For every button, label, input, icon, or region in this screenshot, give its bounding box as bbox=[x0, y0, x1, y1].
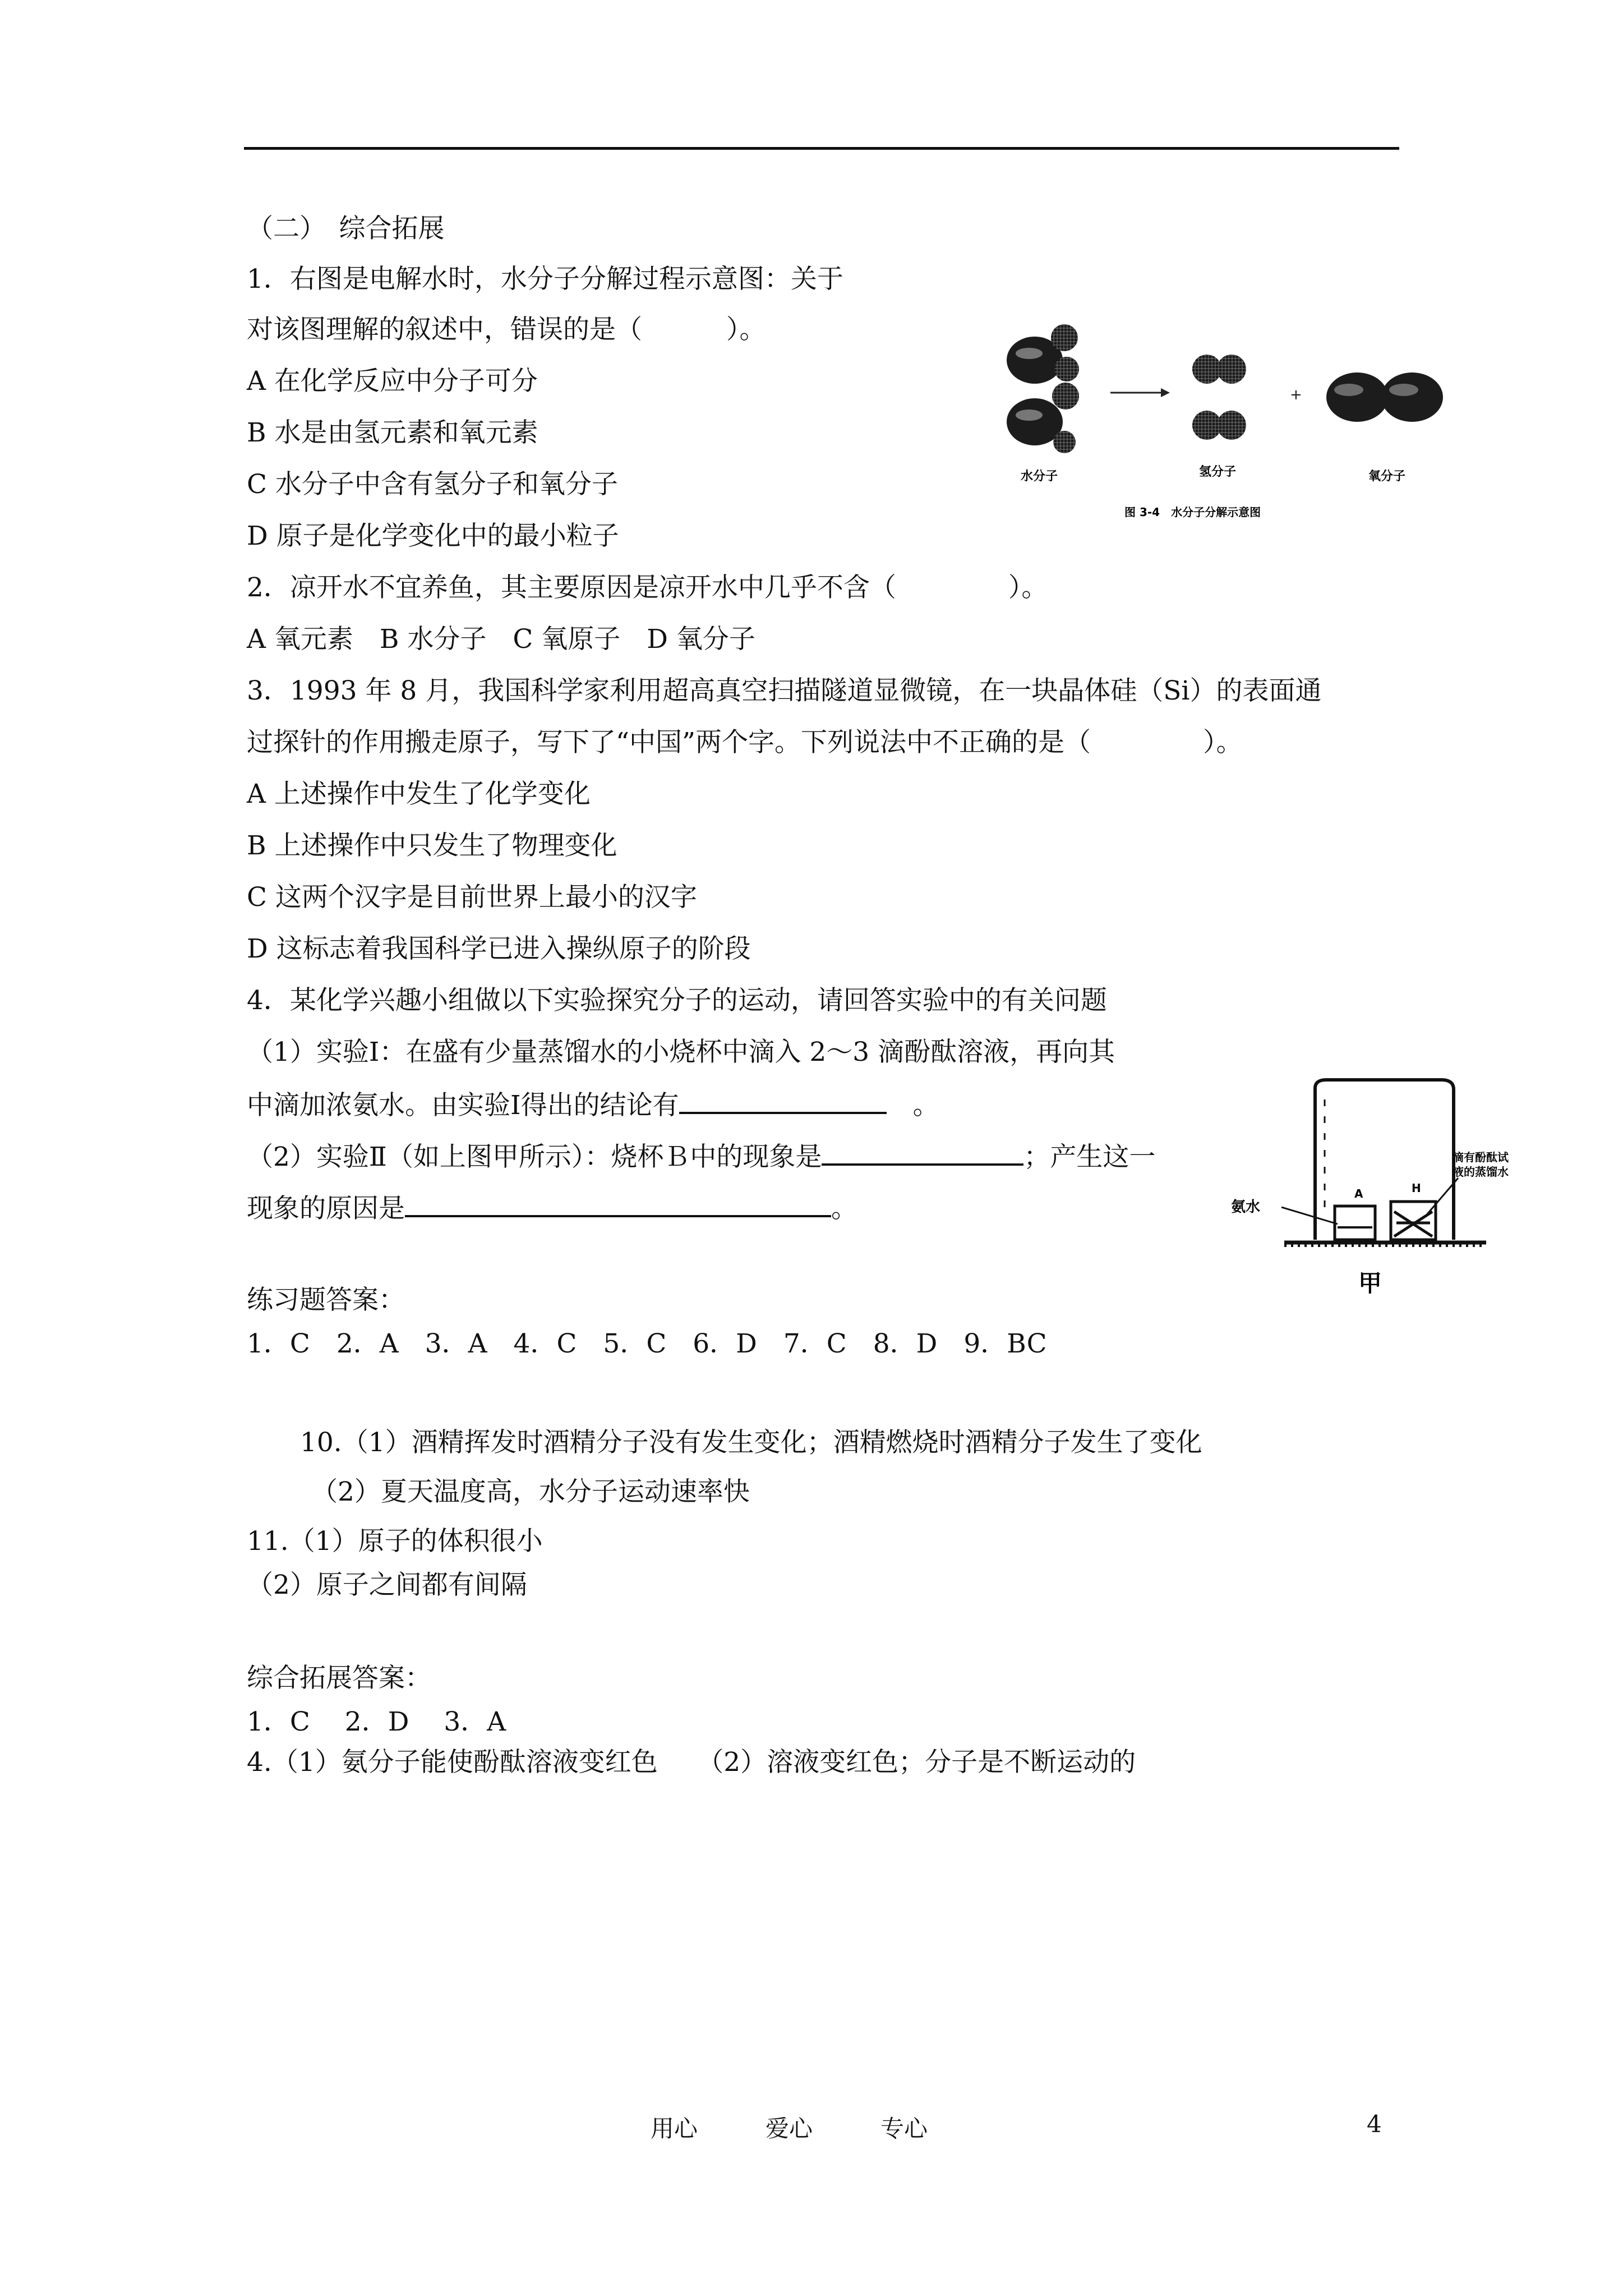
q1-line1: 1．右图是电解水时，水分子分解过程示意图：关于 bbox=[247, 264, 843, 295]
section-title: （二） 综合拓展 bbox=[247, 213, 445, 244]
q1-line2 bbox=[247, 313, 766, 347]
ext-answers-line-1: 1．C 2．D 3．A bbox=[247, 1706, 506, 1737]
water-decomposition-diagram bbox=[998, 320, 1481, 527]
q4-part2-mid: ；产生这一 bbox=[1023, 1142, 1156, 1172]
q4-part2-blank-2 bbox=[405, 1190, 831, 1217]
water-decomposition-figure bbox=[998, 320, 1481, 527]
water-molecule-top bbox=[1007, 324, 1079, 384]
plus-sign: + bbox=[1290, 386, 1302, 403]
ext-answers-line-2: 4.（1）氨分子能使酚酞溶液变红色 （2）溶液变红色；分子是不断运动的 bbox=[247, 1747, 1136, 1778]
q4-part2-line1 bbox=[247, 1139, 1155, 1174]
ammonia-experiment-figure bbox=[1228, 1049, 1509, 1301]
label-phenolphthalein-line2: 液的蒸馏水 bbox=[1453, 1165, 1509, 1179]
figure-caption: 图 3-4 水分子分解示意图 bbox=[1124, 505, 1261, 519]
q4-part1-text: 中滴加浓氨水。由实验Ⅰ得出的结论有 bbox=[247, 1090, 679, 1121]
q4-part2-blank-1 bbox=[822, 1139, 1023, 1166]
hydrogen-molecule-top bbox=[1192, 355, 1246, 384]
label-oxygen-molecule: 氧分子 bbox=[1368, 470, 1406, 484]
oxygen-molecule bbox=[1326, 372, 1443, 422]
header-rule bbox=[244, 147, 1399, 150]
q4-part1-blank bbox=[679, 1087, 887, 1114]
label-phenolphthalein-line1: 滴有酚酞试 bbox=[1453, 1151, 1509, 1164]
q4-part2-line2 bbox=[247, 1190, 857, 1226]
reaction-arrow bbox=[1110, 388, 1170, 397]
footer-motto-1: 用心 bbox=[651, 2115, 698, 2142]
q4-part2-end: 。 bbox=[831, 1193, 857, 1224]
q1-option-b: B 水是由氢元素和氧元素 bbox=[247, 417, 538, 448]
label-water-molecule: 水分子 bbox=[1021, 470, 1058, 484]
page-number: 4 bbox=[1367, 2110, 1382, 2138]
water-molecule-bottom bbox=[1007, 383, 1079, 453]
q3-option-b: B 上述操作中只发生了物理变化 bbox=[247, 830, 617, 861]
leader-ammonia bbox=[1281, 1207, 1338, 1224]
q1-option-c: C 水分子中含有氢分子和氧分子 bbox=[247, 469, 618, 500]
q2-stem-end: ）。 bbox=[1008, 572, 1048, 603]
q2-options: A 氧元素 B 水分子 C 氧原子 D 氧分子 bbox=[247, 624, 755, 655]
q3-option-d: D 这标志着我国科学已进入操纵原子的阶段 bbox=[247, 933, 751, 964]
q3-line2 bbox=[247, 726, 1243, 760]
footer-motto-3: 专心 bbox=[880, 2115, 928, 2142]
q3-line2-end: ）。 bbox=[1203, 727, 1243, 758]
label-beaker-b: H bbox=[1412, 1181, 1421, 1195]
ext-answers-title: 综合拓展答案： bbox=[247, 1663, 431, 1694]
answers-line-10a: 10.（1）酒精挥发时酒精分子没有发生变化；酒精燃烧时酒精分子发生了变化 bbox=[300, 1427, 1202, 1458]
label-beaker-a: A bbox=[1354, 1187, 1363, 1200]
q3-option-c: C 这两个汉字是目前世界上最小的汉字 bbox=[247, 882, 697, 913]
beaker-a bbox=[1335, 1206, 1375, 1240]
q4-part2-text: （2）实验Ⅱ（如上图甲所示）：烧杯Ｂ中的现象是 bbox=[247, 1142, 822, 1172]
q3-option-a: A 上述操作中发生了化学变化 bbox=[247, 779, 591, 809]
q1-option-a: A 在化学反应中分子可分 bbox=[247, 366, 538, 397]
answers-line-11b: （2）原子之间都有间隔 bbox=[247, 1570, 527, 1600]
q2-stem-text: 2．凉开水不宜养鱼，其主要原因是凉开水中几乎不含（ bbox=[247, 572, 896, 603]
q4-part1-line2 bbox=[247, 1087, 939, 1122]
q3-line1: 3．1993 年 8 月，我国科学家利用超高真空扫描隧道显微镜，在一块晶体硅（Si）的表面通 bbox=[247, 675, 1322, 706]
q4-part2-reason-text: 现象的原因是 bbox=[247, 1193, 405, 1224]
answers-line-11a: 11.（1）原子的体积很小 bbox=[247, 1526, 543, 1557]
q1-line2-text: 对该图理解的叙述中，错误的是（ bbox=[247, 314, 642, 345]
label-hydrogen-molecule: 氢分子 bbox=[1199, 465, 1237, 479]
hydrogen-molecule-bottom bbox=[1192, 411, 1246, 440]
q3-line2-text: 过探针的作用搬走原子，写下了“中国”两个字。下列说法中不正确的是（ bbox=[247, 727, 1091, 758]
q4-stem: 4．某化学兴趣小组做以下实验探究分子的运动，请回答实验中的有关问题 bbox=[247, 985, 1107, 1016]
label-ammonia: 氨水 bbox=[1231, 1199, 1261, 1216]
footer-motto-2: 爱心 bbox=[766, 2115, 813, 2142]
answers-line-10b: （2）夏天温度高，水分子运动速率快 bbox=[311, 1476, 750, 1507]
ammonia-experiment-diagram bbox=[1228, 1049, 1509, 1301]
answers-title: 练习题答案： bbox=[247, 1285, 405, 1315]
figure-caption-jia: 甲 bbox=[1358, 1269, 1382, 1297]
q4-part1-end: 。 bbox=[886, 1090, 939, 1121]
q1-line2-end: ）。 bbox=[726, 314, 766, 345]
answers-line-1: 1．C 2．A 3．A 4．C 5．C 6．D 7．C 8．D 9．BC bbox=[247, 1328, 1047, 1359]
q1-option-d: D 原子是化学变化中的最小粒子 bbox=[247, 521, 619, 551]
q4-part1-line1: （1）实验Ⅰ：在盛有少量蒸馏水的小烧杯中滴入 2～3 滴酚酞溶液，再向其 bbox=[247, 1037, 1115, 1068]
q2-stem bbox=[247, 571, 1048, 605]
